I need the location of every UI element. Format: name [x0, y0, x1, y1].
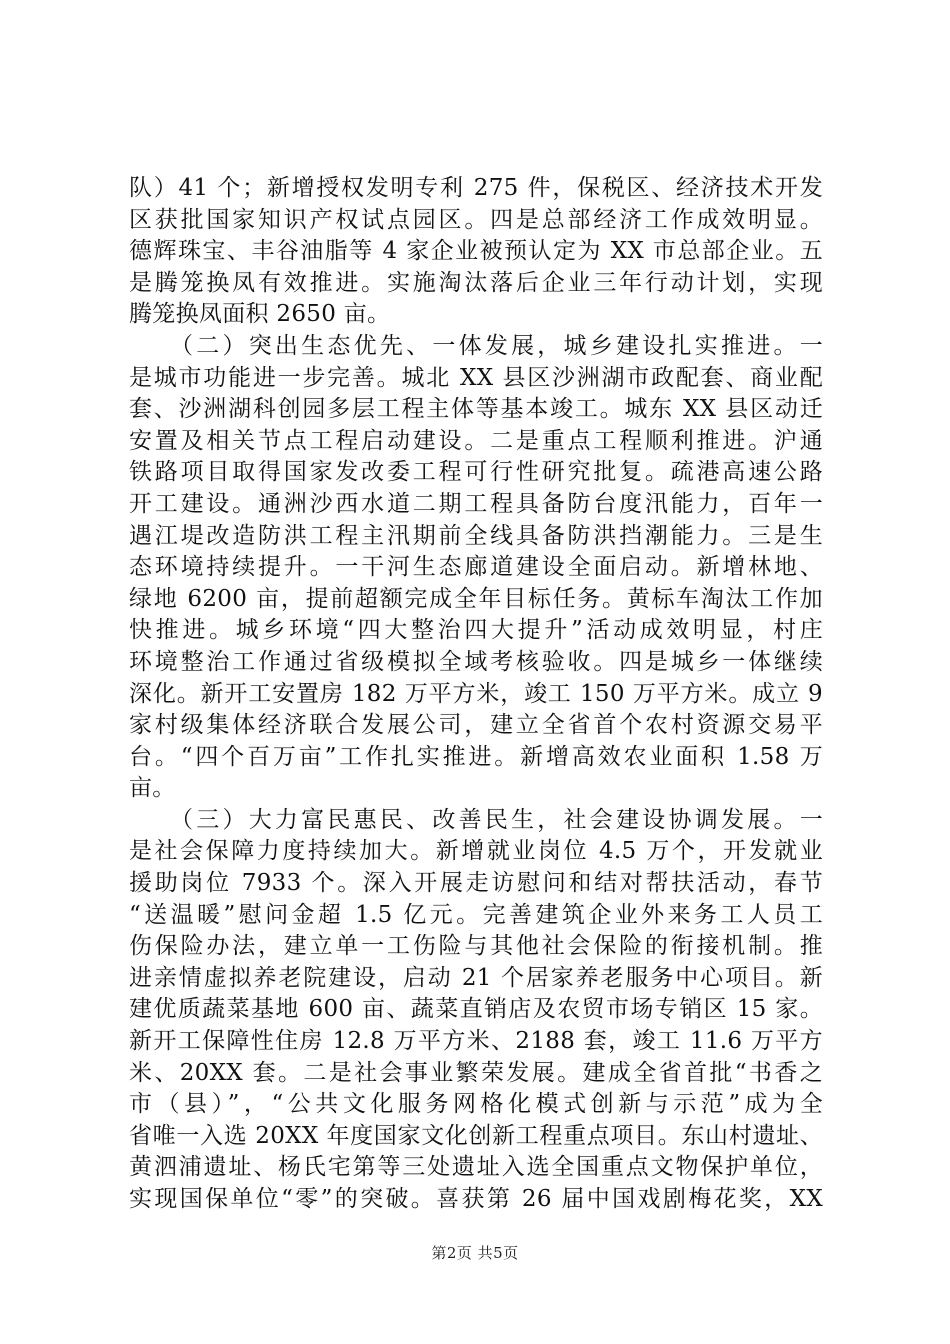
text-line: 开工建设。通洲沙西水道二期工程具备防台度汛能力，百年一 [129, 490, 823, 517]
text-line: 环境整治工作通过省级模拟全域考核验收。四是城乡一体继续 [129, 648, 823, 675]
text-line: 铁路项目取得国家发改委工程可行性研究批复。疏港高速公路 [129, 459, 823, 486]
text-line: 区获批国家知识产权试点园区。四是总部经济工作成效明显。 [129, 206, 823, 233]
text-line: 进亲情虚拟养老院建设，启动 21 个居家养老服务中心项目。新 [129, 964, 823, 991]
text-line: “送温暖”慰问金超 1.5 亿元。完善建筑企业外来务工人员工 [129, 901, 823, 928]
text-line: 伤保险办法，建立单一工伤险与其他社会保险的衔接机制。推 [129, 933, 823, 960]
text-line: （二）突出生态优先、一体发展，城乡建设扎实推进。一 [129, 332, 823, 359]
body-text [129, 173, 823, 1216]
text-line: 台。“四个百万亩”工作扎实推进。新增高效农业面积 1.58 万 [129, 743, 823, 770]
text-line: 快推进。城乡环境“四大整治四大提升”活动成效明显，村庄 [129, 617, 823, 644]
text-line: 深化。新开工安置房 182 万平方米，竣工 150 万平方米。成立 9 [129, 680, 823, 707]
text-line: 安置及相关节点工程启动建设。二是重点工程顺利推进。沪通 [129, 427, 823, 454]
text-line: 是社会保障力度持续加大。新增就业岗位 4.5 万个，开发就业 [129, 838, 823, 865]
text-line: 态环境持续提升。一干河生态廊道建设全面启动。新增林地、 [129, 554, 823, 581]
text-line: 建优质蔬菜基地 600 亩、蔬菜直销店及农贸市场专销区 15 家。 [129, 996, 823, 1023]
page-footer: 第2页 共5页 [431, 1244, 519, 1262]
text-line: （三）大力富民惠民、改善民生，社会建设协调发展。一 [129, 806, 823, 833]
text-line: 是城市功能进一步完善。城北 XX 县区沙洲湖市政配套、商业配 [129, 364, 823, 391]
text-line: 援助岗位 7933 个。深入开展走访慰问和结对帮扶活动，春节 [129, 870, 823, 897]
text-line: 家村级集体经济联合发展公司，建立全省首个农村资源交易平 [129, 712, 823, 739]
text-line: 绿地 6200 亩，提前超额完成全年目标任务。黄标车淘汰工作加 [129, 585, 823, 612]
text-line: 米、20XX 套。二是社会事业繁荣发展。建成全省首批“书香之 [129, 1059, 823, 1086]
text-line: 腾笼换凤面积 2650 亩。 [129, 301, 391, 328]
text-line: 队）41 个；新增授权发明专利 275 件，保税区、经济技术开发 [129, 175, 823, 201]
text-line: 省唯一入选 20XX 年度国家文化创新工程重点项目。东山村遗址、 [129, 1122, 823, 1149]
text-line: 套、沙洲湖科创园多层工程主体等基本竣工。城东 XX 县区动迁 [129, 396, 823, 423]
text-line: 黄泗浦遗址、杨氏宅第等三处遗址入选全国重点文物保护单位， [129, 1154, 823, 1181]
text-line: 德辉珠宝、丰谷油脂等 4 家企业被预认定为 XX 市总部企业。五 [129, 238, 823, 265]
text-line: 新开工保障性住房 12.8 万平方米、2188 套，竣工 11.6 万平方 [129, 1028, 823, 1055]
text-line: 市（县）”，“公共文化服务网格化模式创新与示范”成为全 [129, 1091, 823, 1118]
text-line: 实现国保单位“零”的突破。喜获第 26 届中国戏剧梅花奖，XX [129, 1186, 823, 1212]
text-line: 遇江堤改造防洪工程主汛期前全线具备防洪挡潮能力。三是生 [129, 522, 823, 549]
text-line: 亩。 [129, 775, 176, 802]
text-line: 是腾笼换凤有效推进。实施淘汰落后企业三年行动计划，实现 [129, 269, 823, 296]
